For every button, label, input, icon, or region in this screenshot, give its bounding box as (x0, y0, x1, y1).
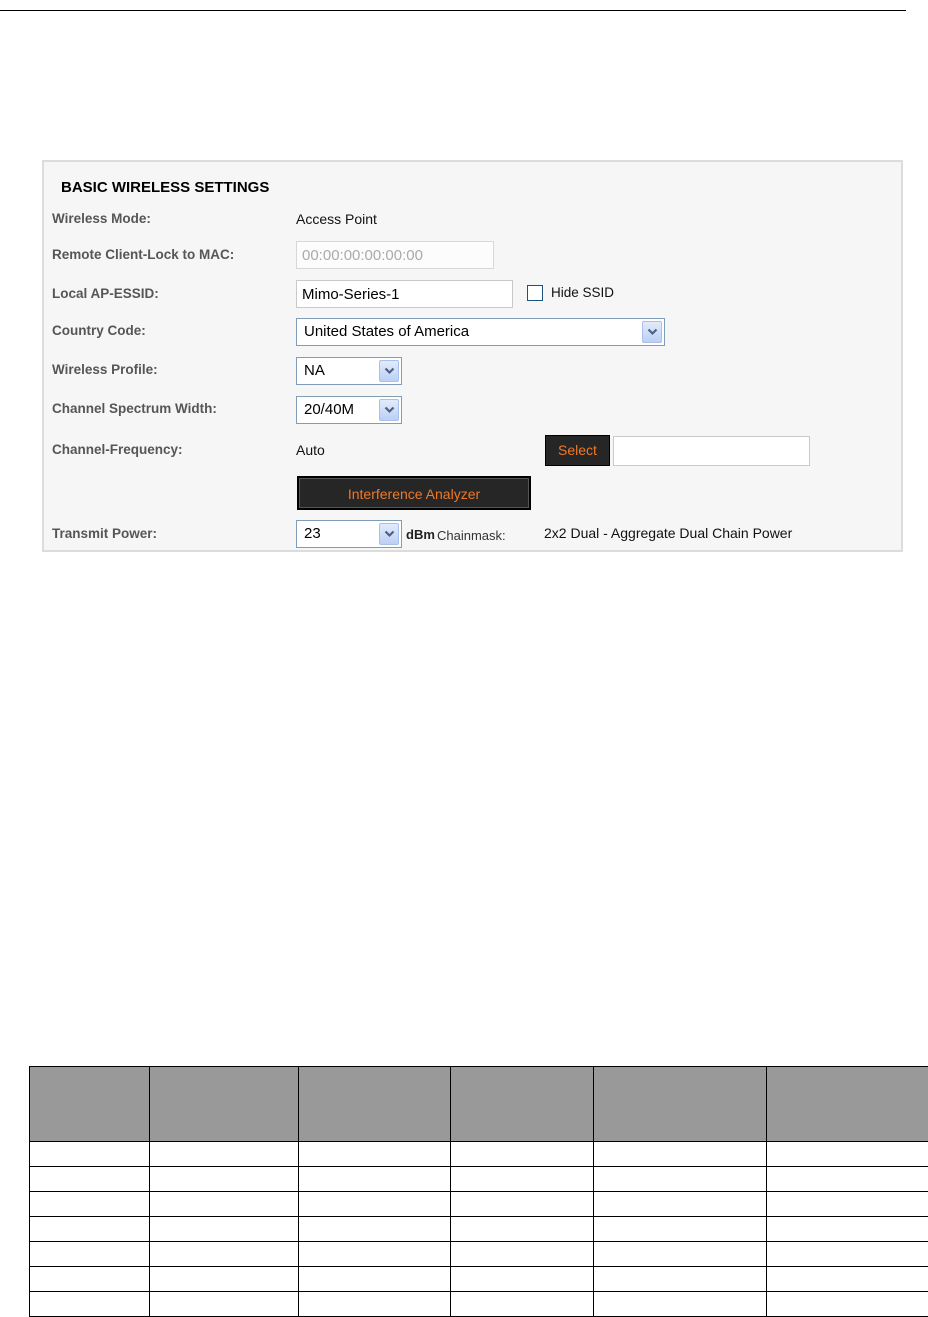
table-cell (150, 1242, 299, 1267)
table-cell (451, 1142, 594, 1167)
table-cell (767, 1142, 928, 1167)
channel-select-button[interactable]: Select (545, 435, 610, 466)
table-header-cell (451, 1067, 594, 1142)
table-cell (30, 1142, 150, 1167)
chevron-down-icon (379, 399, 399, 421)
wireless-mode-label: Wireless Mode: (52, 211, 151, 226)
wireless-mode-value: Access Point (296, 211, 377, 227)
table-row (30, 1267, 928, 1292)
hide-ssid-checkbox[interactable] (527, 285, 543, 301)
country-code-select[interactable] (296, 318, 665, 346)
channel-spectrum-width-select[interactable] (296, 396, 402, 424)
transmit-power-value: 23 (304, 525, 321, 542)
table-cell (150, 1217, 299, 1242)
table-cell (594, 1242, 767, 1267)
transmit-power-label: Transmit Power: (52, 526, 157, 541)
table-cell (594, 1142, 767, 1167)
table-cell (299, 1167, 451, 1192)
table-cell (30, 1267, 150, 1292)
wireless-profile-value: NA (304, 362, 325, 379)
table-cell (767, 1267, 928, 1292)
table-cell (299, 1142, 451, 1167)
table-cell (594, 1217, 767, 1242)
table-cell (451, 1292, 594, 1317)
table-cell (767, 1242, 928, 1267)
chevron-down-icon (379, 523, 399, 545)
table-row (30, 1192, 928, 1217)
table-cell (767, 1167, 928, 1192)
chainmask-value: 2x2 Dual - Aggregate Dual Chain Power (544, 525, 792, 541)
table-header-cell (767, 1067, 928, 1142)
document-table (29, 1066, 928, 1317)
wireless-profile-label: Wireless Profile: (52, 362, 158, 377)
transmit-power-unit: dBm (406, 527, 435, 542)
table-cell (150, 1267, 299, 1292)
table-cell (30, 1192, 150, 1217)
country-code-label: Country Code: (52, 323, 146, 338)
table-header-row (30, 1067, 928, 1142)
chevron-down-icon (379, 360, 399, 382)
country-code-value: United States of America (304, 323, 469, 340)
table-row (30, 1217, 928, 1242)
table-cell (451, 1267, 594, 1292)
table-cell (299, 1242, 451, 1267)
table-cell (30, 1242, 150, 1267)
local-ap-essid-field[interactable] (296, 280, 513, 308)
table-cell (299, 1192, 451, 1217)
table-cell (299, 1267, 451, 1292)
remote-client-lock-mac-field[interactable] (296, 241, 494, 269)
wireless-profile-select[interactable] (296, 357, 402, 385)
transmit-power-select[interactable] (296, 520, 402, 548)
table-cell (451, 1242, 594, 1267)
panel-title: BASIC WIRELESS SETTINGS (61, 179, 269, 196)
table-row (30, 1242, 928, 1267)
channel-frequency-label: Channel-Frequency: (52, 442, 183, 457)
table-header-cell (150, 1067, 299, 1142)
table-cell (299, 1292, 451, 1317)
channel-spectrum-width-value: 20/40M (304, 401, 354, 418)
table-cell (594, 1192, 767, 1217)
table-row (30, 1292, 928, 1317)
remote-client-lock-label: Remote Client-Lock to MAC: (52, 247, 234, 262)
interference-analyzer-button[interactable]: Interference Analyzer (297, 476, 531, 510)
table-cell (150, 1292, 299, 1317)
chevron-down-icon (642, 321, 662, 343)
table-cell (594, 1292, 767, 1317)
table-cell (767, 1292, 928, 1317)
table-cell (30, 1217, 150, 1242)
table-header-cell (299, 1067, 451, 1142)
table-cell (451, 1167, 594, 1192)
table-cell (30, 1292, 150, 1317)
hide-ssid-label: Hide SSID (551, 285, 614, 300)
table-cell (594, 1167, 767, 1192)
channel-spectrum-width-label: Channel Spectrum Width: (52, 401, 217, 416)
table-row (30, 1167, 928, 1192)
table-row (30, 1142, 928, 1167)
chainmask-label: Chainmask: (437, 528, 506, 543)
table-cell (767, 1192, 928, 1217)
table-header-cell (30, 1067, 150, 1142)
channel-frequency-field[interactable] (613, 436, 810, 466)
page-header-rule (0, 10, 906, 11)
table-cell (767, 1217, 928, 1242)
basic-wireless-settings-panel (42, 160, 903, 552)
local-ap-essid-label: Local AP-ESSID: (52, 286, 159, 301)
table-cell (150, 1142, 299, 1167)
channel-frequency-value: Auto (296, 442, 325, 458)
table-cell (451, 1192, 594, 1217)
table-header-cell (594, 1067, 767, 1142)
table-cell (299, 1217, 451, 1242)
table-cell (150, 1192, 299, 1217)
table-cell (451, 1217, 594, 1242)
table-cell (30, 1167, 150, 1192)
table-cell (150, 1167, 299, 1192)
table-cell (594, 1267, 767, 1292)
